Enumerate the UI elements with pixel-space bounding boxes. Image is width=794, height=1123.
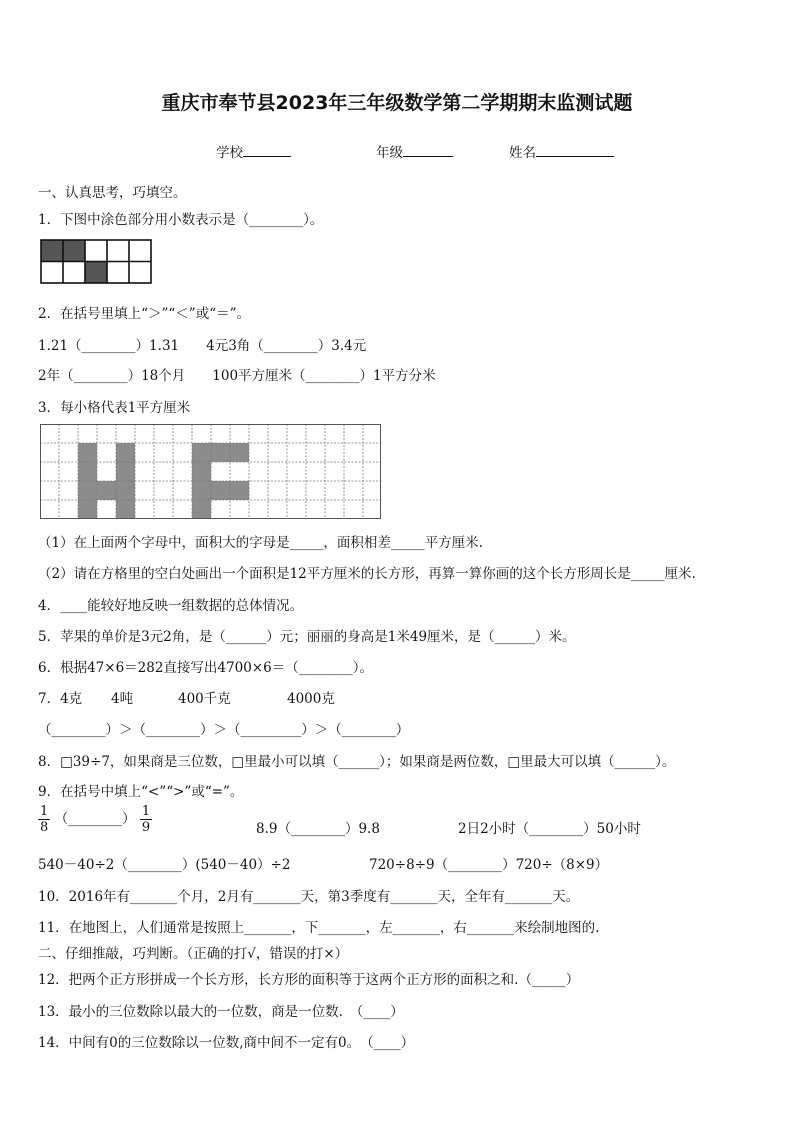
grade-label: 年级 xyxy=(376,145,403,161)
question-9-row-2-col-2: 720÷8÷9（________）720÷（8×9） xyxy=(369,857,609,873)
question-4: 4．____能较好地反映一组数据的总体情况。 xyxy=(38,598,304,614)
question-3-part-2: （2）请在方格里的空白处画出一个面积是12平方厘米的长方形，再算一算你画的这个长方形周长是_____厘米. xyxy=(38,566,696,582)
school-label: 学校 xyxy=(216,145,243,161)
question-7-item-3: 400千克 xyxy=(178,691,231,707)
fraction-numerator: 1 xyxy=(141,804,151,819)
letter-h-stroke xyxy=(97,481,116,500)
q1-shaded-grid xyxy=(40,239,152,285)
fraction-denominator: 9 xyxy=(141,820,151,835)
grade-blank[interactable] xyxy=(403,144,453,157)
question-12: 12．把两个正方形拼成一个长方形，长方形的面积等于这两个正方形的面积之和.（_____） xyxy=(38,972,580,988)
question-2-row-2: 2年（________）18个月 100平方厘米（________）1平方分米 xyxy=(38,368,436,384)
fraction-one-ninth xyxy=(140,804,152,835)
question-3-part-1: （1）在上面两个字母中，面积大的字母是_____，面积相差_____平方厘米. xyxy=(38,535,483,551)
school-blank[interactable] xyxy=(243,144,291,157)
question-8: 8．□39÷7，如果商是三位数，□里最小可以填（______）；如果商是两位数，□里最大可以填（______）。 xyxy=(38,754,676,770)
q3-letter-grid xyxy=(40,424,381,519)
grade-field xyxy=(376,141,453,161)
question-1: 1．下图中涂色部分用小数表示是（________）。 xyxy=(38,212,324,228)
question-10: 10．2016年有_______个月，2月有_______天，第3季度有_______天，全年有_______天。 xyxy=(38,889,580,905)
question-7-item-4: 4000克 xyxy=(287,691,335,707)
question-7-item-2: 4吨 xyxy=(111,691,134,707)
question-7-order: （________）＞（________）＞（_________）＞（________） xyxy=(38,722,410,738)
question-7-item-1: 7．4克 xyxy=(38,691,83,707)
question-9-row-1-col-3: 2日2小时（________）50小时 xyxy=(458,821,641,837)
question-2: 2．在括号里填上“＞”“＜”或“＝”。 xyxy=(38,306,250,322)
section-2-heading: 二、仔细推敲，巧判断。（正确的打√，错误的打×） xyxy=(38,946,349,962)
question-9-fraction-row xyxy=(38,804,152,835)
q1-shaded-cell xyxy=(63,240,85,261)
q1-shaded-cell xyxy=(41,240,63,261)
question-2-row-1: 1.21（________）1.31 4元3角（________）3.4元 xyxy=(38,338,367,354)
name-field xyxy=(509,141,614,161)
question-9-row-2-col-1: 540－40÷2（________）(540－40）÷2 xyxy=(38,857,291,873)
question-9-row-1-col-2: 8.9（________）9.8 xyxy=(256,821,380,837)
school-field xyxy=(216,141,291,161)
question-13: 13．最小的三位数除以最大的一位数，商是一位数. （____） xyxy=(38,1004,404,1020)
fraction-numerator: 1 xyxy=(40,804,49,819)
question-6: 6．根据47×6＝282直接写出4700×6＝（________）。 xyxy=(38,660,373,676)
section-1-heading: 一、认真思考，巧填空。 xyxy=(38,185,187,201)
q1-shaded-cell xyxy=(85,262,107,283)
fraction-denominator: 8 xyxy=(40,820,49,835)
name-label: 姓名 xyxy=(509,145,536,161)
question-5: 5．苹果的单价是3元2角，是（______）元；丽丽的身高是1米49厘米，是（______）米。 xyxy=(38,629,576,645)
question-9-blank-1[interactable]: （________） xyxy=(54,811,136,827)
fraction-one-eighth xyxy=(38,804,50,835)
question-14: 14．中间有0的三位数除以一位数,商中间不一定有0。 （____） xyxy=(38,1035,415,1051)
question-9: 9．在括号中填上“<”“>”或“=”。 xyxy=(38,784,244,800)
question-11: 11．在地图上，人们通常是按照上_______，下_______，左_______，右_______来绘制地图的. xyxy=(38,920,600,936)
page-title: 重庆市奉节县2023年三年级数学第二学期期末监测试题 xyxy=(161,92,633,114)
name-blank[interactable] xyxy=(536,144,614,157)
question-3: 3．每小格代表1平方厘米 xyxy=(38,400,191,416)
